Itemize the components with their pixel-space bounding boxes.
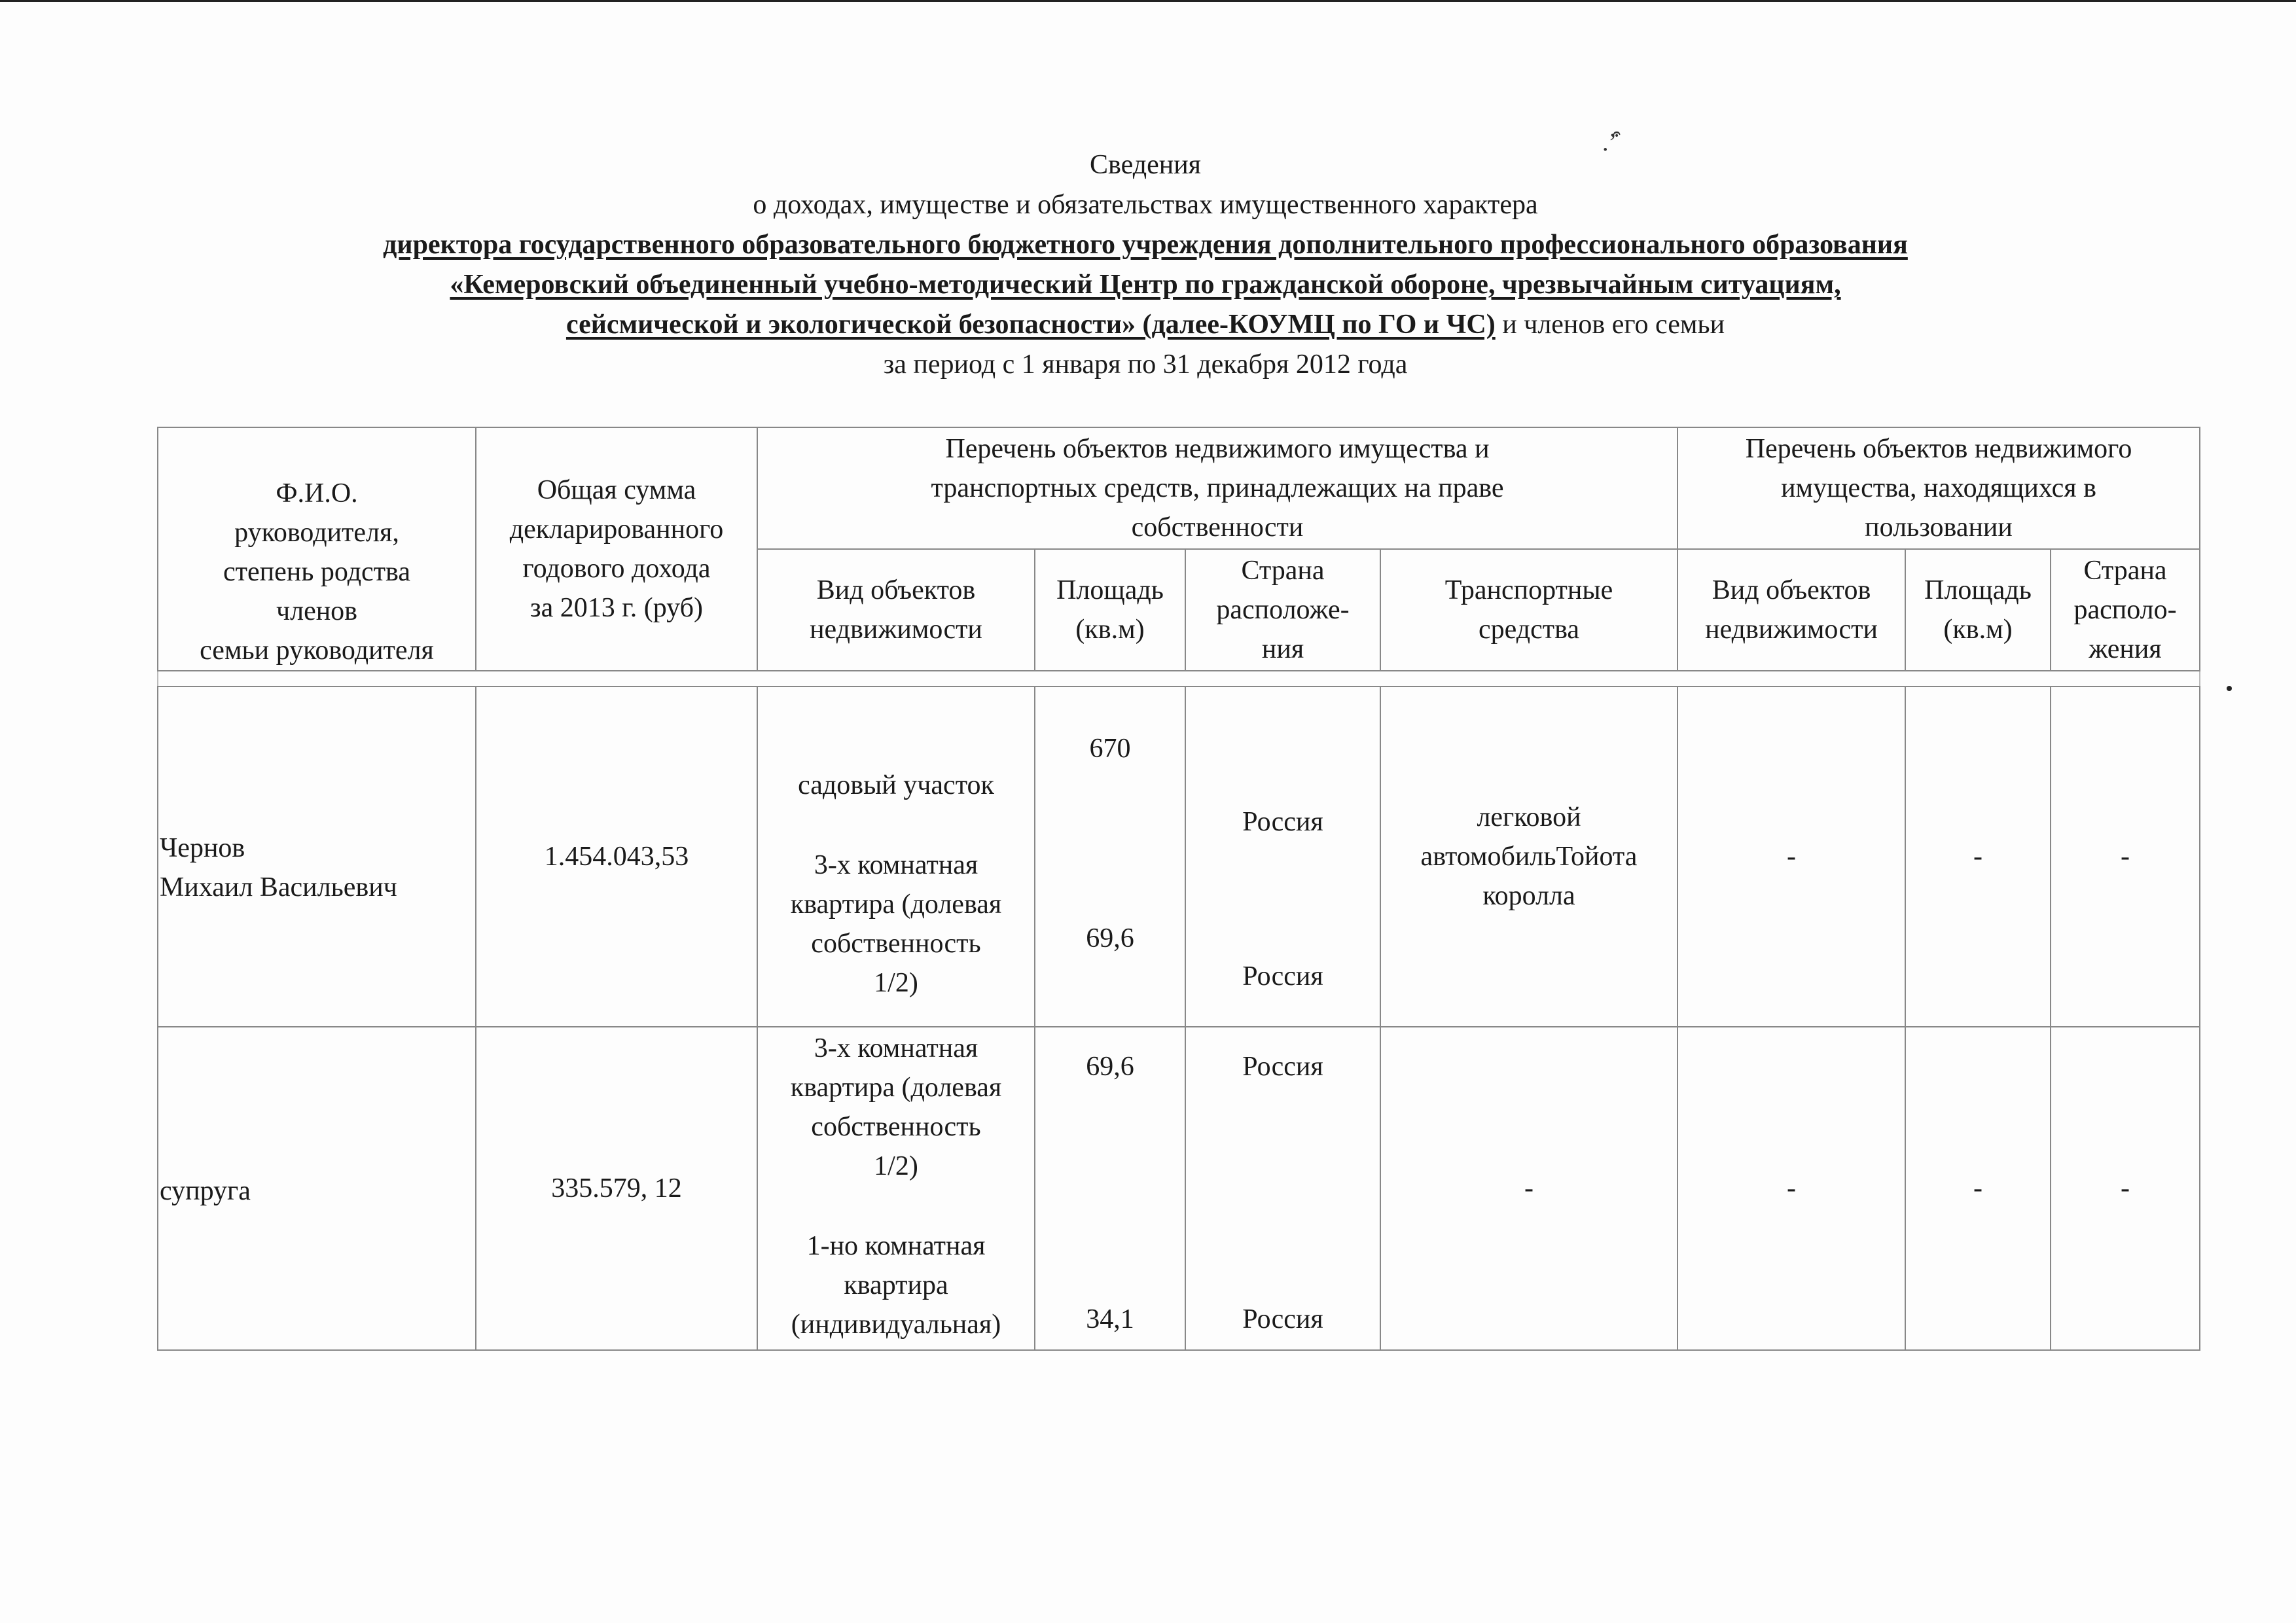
row-gap (158, 671, 2200, 687)
document-header (131, 145, 2160, 385)
row1-used-area: - (1905, 687, 2051, 1027)
group-header-used: Перечень объектов недвижимого имущества, находящихся в пользовании (1677, 427, 2200, 549)
sub-header-area: Площадь (кв.м) (1035, 549, 1185, 671)
row2-used-area: - (1905, 1027, 2051, 1350)
sub-header-used-country: Страна располо- жения (2051, 549, 2200, 671)
row1-objects: садовый участок 3-х комнатная квартира (долевая собственность 1/2) (757, 687, 1035, 1027)
row1-area: 670 69,6 (1035, 687, 1185, 1027)
sub-header-used-area: Площадь (кв.м) (1905, 549, 2051, 671)
sub-header-country: Страна расположе- ния (1185, 549, 1380, 671)
header-organization-tail: сейсмической и экологической безопасности» (далее-КОУМЦ по ГО и ЧС) (565, 310, 1496, 340)
row1-country: Россия Россия (1185, 687, 1380, 1027)
scan-top-edge (0, 0, 2296, 2)
group-header-owned: Перечень объектов недвижимого имущества и транспортных средств, принадлежащих на праве собственности (757, 427, 1677, 549)
row2-name: супруга (158, 1027, 476, 1350)
sub-header-type: Вид объектов недвижимости (757, 549, 1035, 671)
scan-ink-dot (2227, 686, 2232, 691)
row2-income: 335.579, 12 (476, 1027, 757, 1350)
row2-area: 69,6 34,1 (1035, 1027, 1185, 1350)
header-organization: «Кемеровский объединенный учебно-методический Центр по гражданской обороне, чрезвычайным ситуациям, (450, 270, 1841, 300)
row1-income: 1.454.043,53 (476, 687, 757, 1027)
header-subtitle: о доходах, имуществе и обязательствах имущественного характера (753, 190, 1538, 220)
row2-transport: - (1380, 1027, 1677, 1350)
scan-ink-mark: .ʼ͒ (1602, 129, 1617, 156)
row1-used-country: - (2051, 687, 2200, 1027)
row1-used-type: - (1677, 687, 1905, 1027)
sub-header-used-type: Вид объектов недвижимости (1677, 549, 1905, 671)
header-title: Сведения (1090, 150, 1201, 180)
col-header-income: Общая сумма декларированного годового дохода за 2013 г. (руб) (476, 427, 757, 671)
header-family: и членов его семьи (1502, 310, 1725, 340)
row2-used-type: - (1677, 1027, 1905, 1350)
sub-header-transport: Транспортные средства (1380, 549, 1677, 671)
header-period: за период с 1 января по 31 декабря 2012 года (883, 349, 1408, 380)
row2-used-country: - (2051, 1027, 2200, 1350)
declaration-table (157, 427, 2200, 1351)
row2-objects: 3-х комнатная квартира (долевая собственность 1/2) 1-но комнатная квартира (индивидуальная) (757, 1027, 1035, 1350)
header-position: директора государственного образовательного бюджетного учреждения дополнительного профессионального образования (383, 230, 1908, 260)
table-row (158, 687, 2200, 1027)
row1-transport: легковой автомобильТойота королла (1380, 687, 1677, 1027)
table-row (158, 1027, 2200, 1350)
row2-country: Россия Россия (1185, 1027, 1380, 1350)
col-header-fio: Ф.И.О. руководителя, степень родства членов семьи руководителя (158, 427, 476, 671)
row1-name: Чернов Михаил Васильевич (158, 687, 476, 1027)
